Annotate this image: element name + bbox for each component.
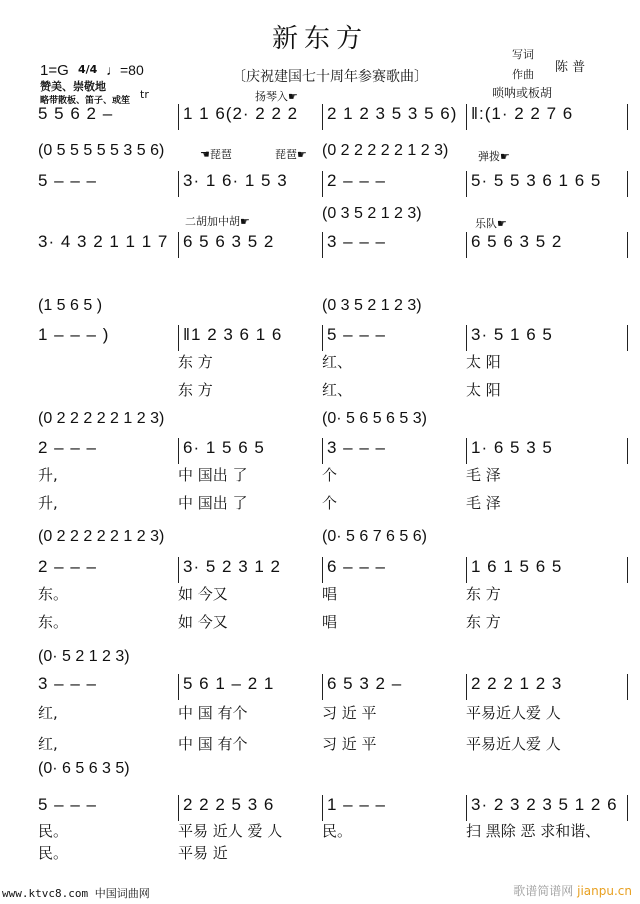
melody-measure: 1 – – – [322,795,471,821]
melody-measure: 2 – – – [322,171,471,197]
melody-measure: 5 6 1 – 2 1 [178,674,327,700]
melody-measure: 6 5 3 2 – [322,674,471,700]
lyric-segment: 太 阳 [466,353,501,371]
composer-label: 作曲 [512,68,534,81]
lyric-segment: 红, [38,704,58,722]
author-name: 陈 普 [555,60,586,75]
lyric-segment: 升, [38,466,58,484]
melody-measure: 1· 6 5 3 5 [466,438,628,464]
lyric-segment: 唱 [322,613,338,631]
lyric-segment: 习 近 平 [322,735,377,753]
melody-measure: 6· 1 5 6 5 [178,438,327,464]
lyric-segment: 中 国 有个 [178,735,248,753]
melody-measure: 2 2 2 5 3 6 [178,795,327,821]
instrumental-measure: (0 3 5 2 1 2 3) [322,205,422,222]
instrumental-measure: (0 2 2 2 2 2 1 2 3) [38,410,165,427]
melody-measure: 3· 4 3 2 1 1 1 7 [38,232,169,251]
melody-measure: 3· 5 1 6 5 [466,325,628,351]
expression-mark: 赞美、崇敬地 [40,80,106,93]
lyric-segment: 中 国 有个 [178,704,248,722]
lyric-segment: 平易 近人 爱 人 [178,822,283,840]
lyric-segment: 毛 泽 [466,494,501,512]
lyric-segment: 太 阳 [466,381,501,399]
melody-measure: 6 5 6 3 5 2 [466,232,628,258]
lyric-segment: 东 方 [178,381,213,399]
melody-measure: 5· 5 5 3 6 1 6 5 [466,171,628,197]
melody-measure: 2 2 2 1 2 3 [466,674,628,700]
lyric-segment: 毛 泽 [466,466,501,484]
lyric-segment: 东 方 [178,353,213,371]
instrumental-measure: (0· 6 5 6 3 5) [38,760,130,777]
annotation-pipa-1: ☚琵琶 [200,148,232,161]
annotation-yangqin: 扬琴入☛ [255,90,298,103]
time-signature [78,63,97,76]
melody-measure: 3 – – – [322,232,471,258]
lyric-segment: 东。 [38,585,69,603]
trill-mark: tr [140,88,149,101]
lyric-segment: 平易 近 [178,844,228,862]
lyric-segment: 中 国出 了 [178,466,248,484]
instrument-note: 略带散板、笛子、或笙 [40,96,131,106]
instrumental-measure: (0· 5 6 5 6 5 3) [322,410,427,427]
instrumental-measure: (1 5 6 5 ) [38,297,103,314]
key-signature: 1=G [40,62,69,79]
melody-measure: 3· 5 2 3 1 2 [178,557,327,583]
melody-measure: 2 1 2 3 5 3 5 6) [322,104,471,130]
lyric-segment: 红、 [322,353,353,371]
annotation-pipa-2: 琵琶☛ [275,148,307,161]
melody-measure: 2 – – – [38,557,97,576]
lyric-segment: 东。 [38,613,69,631]
melody-measure: 2 – – – [38,438,97,457]
melody-measure: ‖:(1· 2 2 7 6 [466,104,628,130]
instrumental-measure: (0 2 2 2 2 2 1 2 3) [322,142,449,159]
melody-measure: 3· 1 6· 1 5 3 [178,171,327,197]
lyricist-label: 写词 [512,48,534,61]
instrumental-measure: (0 3 5 2 1 2 3) [322,297,422,314]
song-title: 新东方 [271,24,368,54]
lyric-segment: 红, [38,735,58,753]
lyric-segment: 红、 [322,381,353,399]
melody-measure: 3 – – – [38,674,97,693]
subtitle: 〔庆祝建国七十周年参赛歌曲〕 [232,69,428,85]
instrumental-measure: (0 5 5 5 5 5 3 5 6) [38,142,165,159]
instrumental-measure: (0 2 2 2 2 2 1 2 3) [38,528,165,545]
lyric-segment: 个 [322,494,338,512]
melody-measure: 3· 2 3 2 3 5 1 2 6 [466,795,628,821]
lyric-segment: 如 今又 [178,613,228,631]
lyric-segment: 民。 [38,822,69,840]
annotation-tanbo: 弹拨☛ [478,150,510,163]
lyric-segment: 扫 黑除 恶 求和谐、 [466,822,601,840]
instrumental-measure: (0· 5 2 1 2 3) [38,648,130,665]
annotation-suona: 唢呐或板胡 [492,86,553,100]
lyric-segment: 个 [322,466,338,484]
footer-watermark [513,882,632,899]
lyric-segment: 如 今又 [178,585,228,603]
lyric-segment: 中 国出 了 [178,494,248,512]
melody-measure: 1 6 1 5 6 5 [466,557,628,583]
watermark-en: jianpu.cn [577,884,632,898]
tempo: ♩=80 [106,62,144,78]
lyric-segment: 唱 [322,585,338,603]
melody-measure: 5 – – – [322,325,471,351]
melody-measure: 5 5 6 2 – [38,104,114,123]
annotation-erhu: 二胡加中胡☛ [185,215,250,228]
lyric-segment: 平易近人爱 人 [466,704,561,722]
melody-measure: 1 1 6(2· 2 2 2 [178,104,327,130]
melody-measure: 6 5 6 3 5 2 [178,232,327,258]
melody-measure: 5 – – – [38,171,97,190]
lyric-segment: 习 近 平 [322,704,377,722]
lyric-segment: 平易近人爱 人 [466,735,561,753]
melody-measure: 3 – – – [322,438,471,464]
watermark-cn: 歌谱简谱网 [513,884,574,898]
lyric-segment: 东 方 [466,613,501,631]
footer-source: www.ktvc8.com 中国词曲网 [2,887,150,900]
melody-measure: 5 – – – [38,795,97,814]
annotation-band: 乐队☛ [475,217,507,230]
melody-measure: ‖1 2 3 6 1 6 [178,325,327,351]
time-signature-text: 4/4 [78,63,98,76]
instrumental-measure: (0· 5 6 7 6 5 6) [322,528,427,545]
lyric-segment: 民。 [322,822,353,840]
melody-measure: 6 – – – [322,557,471,583]
lyric-segment: 升, [38,494,58,512]
melody-measure: 1 – – – ) [38,325,110,344]
lyric-segment: 东 方 [466,585,501,603]
lyric-segment: 民。 [38,844,69,862]
